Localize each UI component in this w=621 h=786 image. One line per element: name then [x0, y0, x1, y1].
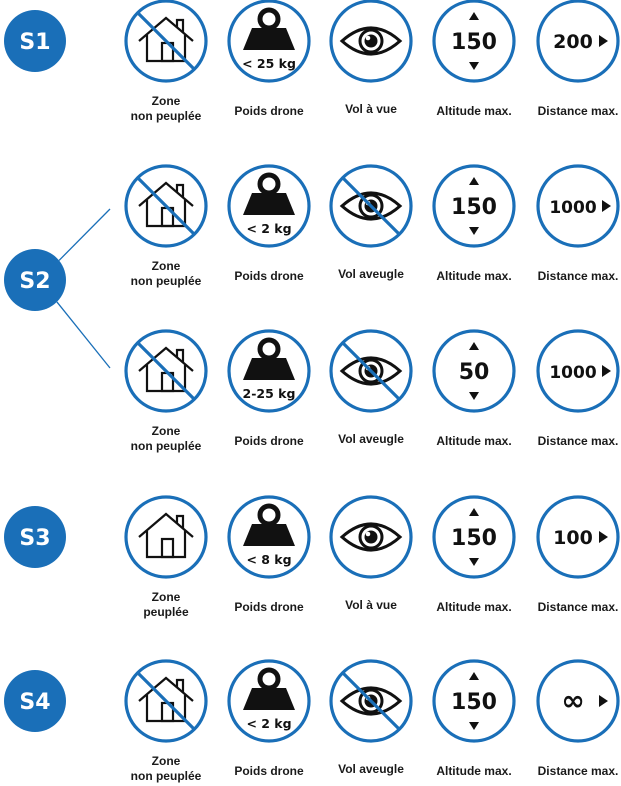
- icon-ring: [126, 497, 206, 577]
- weight-body: [243, 688, 295, 710]
- scenario-badge-text: S4: [19, 690, 51, 715]
- scenario-badge: [4, 670, 66, 732]
- altitude-label: Altitude max.: [436, 764, 512, 778]
- altitude-label: Altitude max.: [436, 600, 512, 614]
- altitude-label: Altitude max.: [436, 434, 512, 448]
- altitude-label: Altitude max.: [436, 104, 512, 118]
- scenario-badge-text: S3: [19, 526, 51, 551]
- zone-label: Zone non peuplée: [130, 424, 202, 453]
- weight-label: Poids drone: [234, 764, 304, 778]
- distance-value: ∞: [561, 684, 585, 717]
- weight-body: [243, 524, 295, 546]
- weight-limit-text: 2-25 kg: [242, 386, 296, 401]
- distance-value: 200: [553, 31, 593, 53]
- zone-label: Zone non peuplée: [130, 94, 202, 123]
- distance-value: 1000: [549, 198, 597, 218]
- altitude-value: 150: [451, 690, 497, 715]
- distance-label: Distance max.: [537, 434, 619, 448]
- vision-label: Vol aveugle: [338, 267, 404, 281]
- weight-limit-text: < 2 kg: [246, 221, 292, 236]
- weight-body: [243, 193, 295, 215]
- zone-label: Zone non peuplée: [130, 259, 202, 288]
- eye-glint: [366, 532, 371, 537]
- distance-label: Distance max.: [537, 764, 619, 778]
- weight-label: Poids drone: [234, 600, 304, 614]
- distance-label: Distance max.: [537, 600, 619, 614]
- eye-glint: [366, 36, 371, 41]
- scenario-s3: [4, 497, 618, 577]
- weight-body: [243, 28, 295, 50]
- distance-value: 100: [553, 527, 593, 549]
- distance-label: Distance max.: [537, 269, 619, 283]
- altitude-label: Altitude max.: [436, 269, 512, 283]
- zone-label: Zone non peuplée: [130, 754, 202, 783]
- scenario-row: [126, 1, 618, 81]
- scenario-badge-text: S2: [19, 269, 51, 294]
- scenario-row: [126, 661, 618, 741]
- scenario-badge: [4, 506, 66, 568]
- altitude-value: 150: [451, 526, 497, 551]
- scenario-badge: [4, 249, 66, 311]
- weight-label: Poids drone: [234, 269, 304, 283]
- distance-value: 1000: [549, 363, 597, 383]
- scenario-connector-line: [59, 209, 110, 260]
- altitude-value: 150: [451, 195, 497, 220]
- vision-label: Vol aveugle: [338, 762, 404, 776]
- scenario-s1: [4, 1, 618, 81]
- vision-label: Vol à vue: [345, 598, 397, 612]
- scenario-badge-text: S1: [19, 30, 51, 55]
- scenario-s4: [4, 661, 618, 741]
- scenario-row: [126, 331, 618, 411]
- scenario-row: [126, 166, 618, 246]
- scenario-s2: [4, 166, 618, 411]
- weight-label: Poids drone: [234, 434, 304, 448]
- scenario-connector-line: [57, 302, 110, 368]
- altitude-value: 150: [451, 30, 497, 55]
- vision-label: Vol aveugle: [338, 432, 404, 446]
- altitude-value: 50: [458, 360, 490, 385]
- scenario-row: [126, 497, 618, 577]
- weight-limit-text: < 25 kg: [242, 56, 296, 71]
- weight-label: Poids drone: [234, 104, 304, 118]
- scenario-badge: [4, 10, 66, 72]
- distance-label: Distance max.: [537, 104, 619, 118]
- weight-body: [243, 358, 295, 380]
- zone-label: Zone peuplée: [143, 590, 189, 619]
- weight-limit-text: < 2 kg: [246, 716, 292, 731]
- vision-label: Vol à vue: [345, 102, 397, 116]
- weight-limit-text: < 8 kg: [246, 552, 292, 567]
